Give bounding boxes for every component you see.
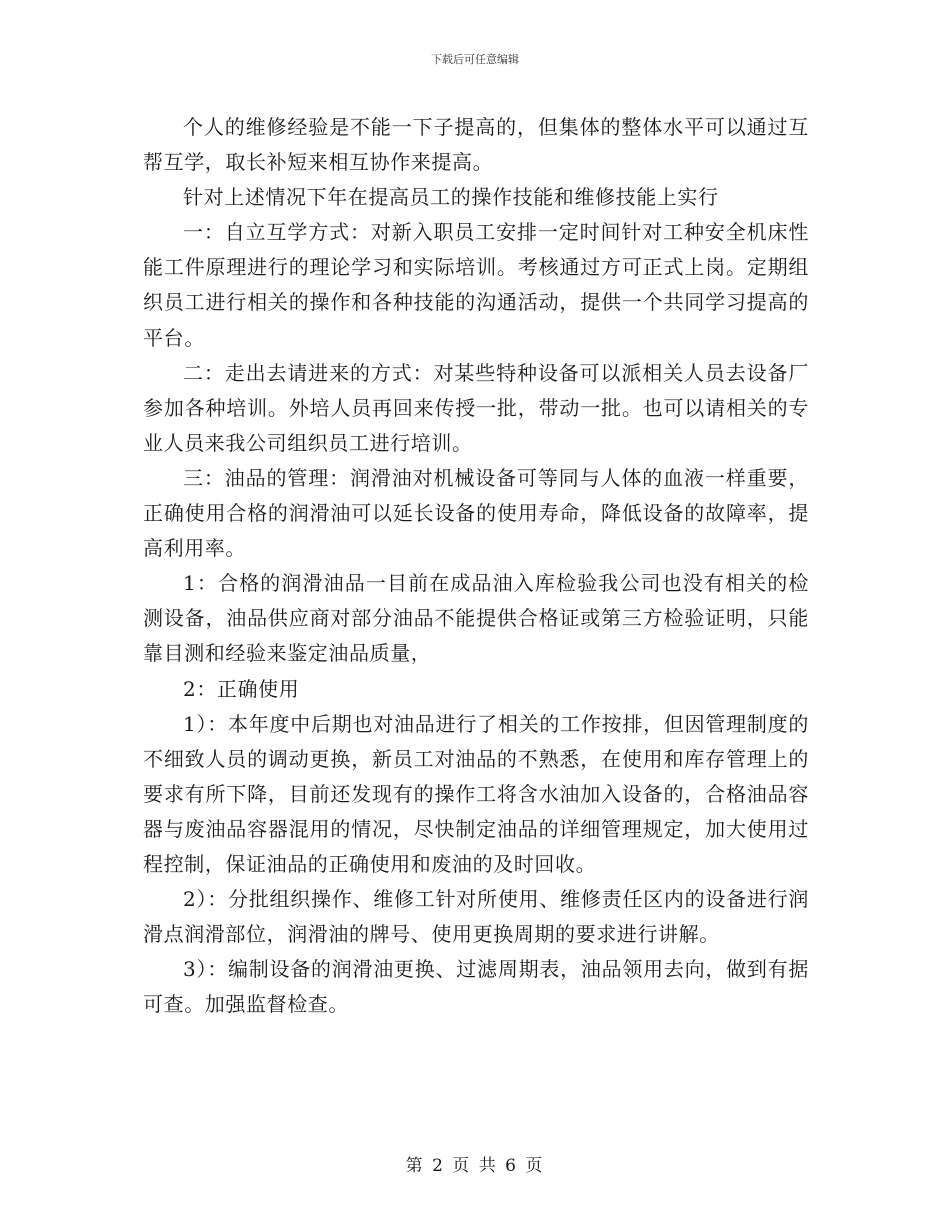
- paragraph-6: 1：合格的润滑油品一目前在成品油入库检验我公司也没有相关的检测设备，油品供应商对部分油品不能提供合格证或第三方检验证明，只能靠目测和经验来鉴定油品质量，: [143, 571, 809, 666]
- document-body: [143, 110, 809, 1022]
- paragraph-10: 3）：编制设备的润滑油更换、过滤周期表，油品领用去向，做到有据可查。加强监督检查。: [143, 957, 809, 1017]
- paragraph-9: 2）：分批组织操作、维修工针对所使用、维修责任区内的设备进行润滑点润滑部位，润滑油的牌号、使用更换周期的要求进行讲解。: [143, 887, 809, 947]
- paragraph-3: 一：自立互学方式：对新入职员工安排一定时间针对工种安全机床性能工件原理进行的理论学习和实际培训。考核通过方可正式上岗。定期组织员工进行相关的操作和各种技能的沟通活动，提供一个共同学习提高的平台。: [143, 220, 809, 350]
- paragraph-2: 针对上述情况下年在提高员工的操作技能和维修技能上实行: [183, 185, 719, 210]
- paragraph-5: 三：油品的管理：润滑油对机械设备可等同与人体的血液一样重要，正确使用合格的润滑油可以延长设备的使用寿命，降低设备的故障率，提高利用率。: [143, 465, 809, 561]
- paragraph-4: 二：走出去请进来的方式：对某些特种设备可以派相关人员去设备厂参加各种培训。外培人员再回来传授一批，带动一批。也可以请相关的专业人员来我公司组织员工进行培训。: [143, 360, 809, 455]
- page-number: 第 2 页 共 6 页: [405, 1156, 545, 1176]
- page-header-note: 下载后可任意编辑: [431, 53, 519, 66]
- paragraph-1: 个人的维修经验是不能一下子提高的，但集体的整体水平可以通过互帮互学，取长补短来相互协作来提高。: [143, 115, 809, 175]
- paragraph-7: 2：正确使用: [183, 676, 300, 701]
- paragraph-8: 1）：本年度中后期也对油品进行了相关的工作按排，但因管理制度的不细致人员的调动更换，新员工对油品的不熟悉，在使用和库存管理上的要求有所下降，目前还发现有的操作工将含水油加入设备的，合格油品容器与废油品容器混用的情况，尽快制定油品的详细管理规定，加大使用过程控制，保证油品的正确使用和废油的及时回收。: [143, 711, 809, 876]
